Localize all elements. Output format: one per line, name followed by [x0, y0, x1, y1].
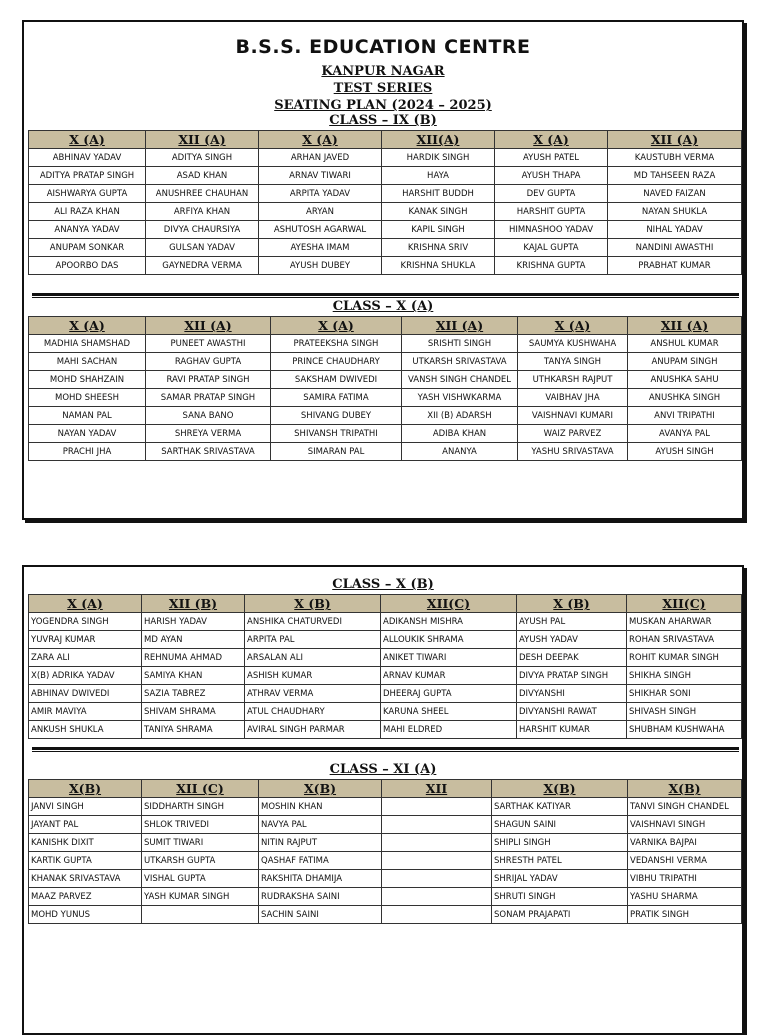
student-cell: NITIN RAJPUT [259, 834, 382, 852]
student-cell: MOHD YUNUS [29, 906, 142, 924]
student-cell: PRINCE CHAUDHARY [271, 353, 402, 371]
table-header-row [29, 131, 742, 149]
column-header: XII (A) [628, 317, 742, 335]
student-cell: MD TAHSEEN RAZA [608, 167, 742, 185]
student-cell: VAISHNAVI KUMARI [518, 407, 628, 425]
column-header: XII (A) [402, 317, 518, 335]
table-row [29, 221, 742, 239]
student-cell: SIDDHARTH SINGH [142, 798, 259, 816]
student-cell: MD AYAN [142, 631, 245, 649]
student-cell: JANVI SINGH [29, 798, 142, 816]
student-cell: ZARA ALI [29, 649, 142, 667]
table-row [29, 834, 742, 852]
student-cell: ANUSHKA SAHU [628, 371, 742, 389]
table-row [29, 185, 742, 203]
student-cell: ANUPAM SINGH [628, 353, 742, 371]
student-cell: ROHAN SRIVASTAVA [627, 631, 742, 649]
student-cell: NAYAN SHUKLA [608, 203, 742, 221]
table-row [29, 888, 742, 906]
seating-table [28, 130, 742, 275]
table-row [29, 667, 742, 685]
student-cell: WAIZ PARVEZ [518, 425, 628, 443]
student-cell: SHAGUN SAINI [492, 816, 628, 834]
table-row [29, 852, 742, 870]
student-cell: KRISHNA GUPTA [495, 257, 608, 275]
student-cell: VAIBHAV JHA [518, 389, 628, 407]
student-cell: ANUSHKA SINGH [628, 389, 742, 407]
column-header: X (B) [517, 595, 627, 613]
institute-title: B.S.S. EDUCATION CENTRE [235, 36, 531, 58]
student-cell: KAUSTUBH VERMA [608, 149, 742, 167]
table-row [29, 649, 742, 667]
student-cell: AVIRAL SINGH PARMAR [245, 721, 381, 739]
seating-table [28, 594, 742, 739]
table-row [29, 239, 742, 257]
student-cell: AYUSH THAPA [495, 167, 608, 185]
student-cell: AYESHA IMAM [259, 239, 382, 257]
table-row [29, 407, 742, 425]
column-header: X (A) [259, 131, 382, 149]
student-cell: AYUSH SINGH [628, 443, 742, 461]
student-cell [382, 906, 492, 924]
column-header: X (A) [495, 131, 608, 149]
student-cell: ATHRAV VERMA [245, 685, 381, 703]
student-cell: GULSAN YADAV [146, 239, 259, 257]
student-cell: HAYA [382, 167, 495, 185]
student-cell: DEV GUPTA [495, 185, 608, 203]
table-row [29, 167, 742, 185]
student-cell: SAZIA TABREZ [142, 685, 245, 703]
student-cell: AYUSH PATEL [495, 149, 608, 167]
student-cell: AYUSH YADAV [517, 631, 627, 649]
section-title: CLASS – X (A) [332, 299, 434, 314]
student-cell: SACHIN SAINI [259, 906, 382, 924]
student-cell: AISHWARYA GUPTA [29, 185, 146, 203]
student-cell: SRISHTI SINGH [402, 335, 518, 353]
table-row [29, 798, 742, 816]
column-header: XII (C) [142, 780, 259, 798]
student-cell: RAVI PRATAP SINGH [146, 371, 271, 389]
student-cell [382, 870, 492, 888]
student-cell: SAKSHAM DWIVEDI [271, 371, 402, 389]
table-header-row [29, 317, 742, 335]
student-cell: QASHAF FATIMA [259, 852, 382, 870]
student-cell: SAMIRA FATIMA [271, 389, 402, 407]
student-cell: ARSALAN ALI [245, 649, 381, 667]
student-cell: VANSH SINGH CHANDEL [402, 371, 518, 389]
table-header-row [29, 595, 742, 613]
student-cell: KHANAK SRIVASTAVA [29, 870, 142, 888]
student-cell: HIMNASHOO YADAV [495, 221, 608, 239]
student-cell: KARTIK GUPTA [29, 852, 142, 870]
student-cell: SHUBHAM KUSHWAHA [627, 721, 742, 739]
student-cell: SANA BANO [146, 407, 271, 425]
student-cell: SAUMYA KUSHWAHA [518, 335, 628, 353]
student-cell: ADITYA SINGH [146, 149, 259, 167]
student-cell: NANDINI AWASTHI [608, 239, 742, 257]
student-cell: ARFIYA KHAN [146, 203, 259, 221]
student-cell: MOSHIN KHAN [259, 798, 382, 816]
student-cell: ATUL CHAUDHARY [245, 703, 381, 721]
student-cell: RAKSHITA DHAMIJA [259, 870, 382, 888]
table-row [29, 257, 742, 275]
column-header: X (A) [29, 317, 146, 335]
student-cell: DIVYANSHI [517, 685, 627, 703]
column-header: XII(C) [381, 595, 517, 613]
student-cell: ARHAN JAVED [259, 149, 382, 167]
student-cell: AVANYA PAL [628, 425, 742, 443]
student-cell: SARTHAK KATIYAR [492, 798, 628, 816]
column-header: X (A) [518, 317, 628, 335]
student-cell: AYUSH DUBEY [259, 257, 382, 275]
student-cell: XII (B) ADARSH [402, 407, 518, 425]
student-cell: DHEERAJ GUPTA [381, 685, 517, 703]
student-cell: NAMAN PAL [29, 407, 146, 425]
student-cell: MAHI SACHAN [29, 353, 146, 371]
student-cell: DIVYA CHAURSIYA [146, 221, 259, 239]
student-cell: SHIVANSH TRIPATHI [271, 425, 402, 443]
table-row [29, 389, 742, 407]
student-cell: SHRIJAL YADAV [492, 870, 628, 888]
student-cell: MUSKAN AHARWAR [627, 613, 742, 631]
student-cell: TANYA SINGH [518, 353, 628, 371]
column-header: XII (A) [608, 131, 742, 149]
student-cell: TANVI SINGH CHANDEL [628, 798, 742, 816]
student-cell: PRABHAT KUMAR [608, 257, 742, 275]
table-row [29, 906, 742, 924]
section-title: CLASS – IX (B) [329, 113, 437, 128]
student-cell: YOGENDRA SINGH [29, 613, 142, 631]
student-cell: HARDIK SINGH [382, 149, 495, 167]
student-cell: JAYANT PAL [29, 816, 142, 834]
table-row [29, 425, 742, 443]
table-row [29, 816, 742, 834]
student-cell: YUVRAJ KUMAR [29, 631, 142, 649]
student-cell: ADITYA PRATAP SINGH [29, 167, 146, 185]
student-cell: MADHIA SHAMSHAD [29, 335, 146, 353]
table-row [29, 353, 742, 371]
student-cell: UTKARSH SRIVASTAVA [402, 353, 518, 371]
student-cell: KARUNA SHEEL [381, 703, 517, 721]
student-cell: NAVED FAIZAN [608, 185, 742, 203]
student-cell: ANVI TRIPATHI [628, 407, 742, 425]
student-cell: VAISHNAVI SINGH [628, 816, 742, 834]
student-cell: YASH KUMAR SINGH [142, 888, 259, 906]
student-cell: SAMAR PRATAP SINGH [146, 389, 271, 407]
student-cell: ARPITA PAL [245, 631, 381, 649]
section-title: CLASS – X (B) [332, 577, 434, 592]
student-cell: YASH VISHWKARMA [402, 389, 518, 407]
student-cell: SHIPLI SINGH [492, 834, 628, 852]
student-cell [382, 816, 492, 834]
column-header: XII (A) [146, 317, 271, 335]
student-cell: SHIVASH SINGH [627, 703, 742, 721]
table-row [29, 703, 742, 721]
student-cell: ANSHUL KUMAR [628, 335, 742, 353]
student-cell: SHIVAM SHRAMA [142, 703, 245, 721]
student-cell: KRISHNA SRIV [382, 239, 495, 257]
student-cell: AYUSH PAL [517, 613, 627, 631]
table-row [29, 149, 742, 167]
student-cell: KAPIL SINGH [382, 221, 495, 239]
student-cell: REHNUMA AHMAD [142, 649, 245, 667]
table-row [29, 870, 742, 888]
student-cell: TANIYA SHRAMA [142, 721, 245, 739]
student-cell: ARNAV KUMAR [381, 667, 517, 685]
student-cell: SHRESTH PATEL [492, 852, 628, 870]
student-cell: HARSHIT BUDDH [382, 185, 495, 203]
student-cell: PUNEET AWASTHI [146, 335, 271, 353]
column-header: X (B) [245, 595, 381, 613]
student-cell: ROHIT KUMAR SINGH [627, 649, 742, 667]
student-cell: SHRUTI SINGH [492, 888, 628, 906]
student-cell: SHLOK TRIVEDI [142, 816, 259, 834]
column-header: X(B) [628, 780, 742, 798]
student-cell: X(B) ADRIKA YADAV [29, 667, 142, 685]
student-cell: ARYAN [259, 203, 382, 221]
table-row [29, 443, 742, 461]
column-header: XII [382, 780, 492, 798]
student-cell: PRACHI JHA [29, 443, 146, 461]
student-cell: ARNAV TIWARI [259, 167, 382, 185]
student-cell: ANUSHREE CHAUHAN [146, 185, 259, 203]
table-row [29, 721, 742, 739]
column-header: X (A) [29, 595, 142, 613]
table-row [29, 335, 742, 353]
student-cell: MAHI ELDRED [381, 721, 517, 739]
city-heading: KANPUR NAGAR [321, 64, 445, 79]
student-cell: DESH DEEPAK [517, 649, 627, 667]
student-cell: KANAK SINGH [382, 203, 495, 221]
seating-table [28, 316, 742, 461]
student-cell: VIBHU TRIPATHI [628, 870, 742, 888]
column-header: X(B) [259, 780, 382, 798]
student-cell: MOHD SHAHZAIN [29, 371, 146, 389]
section-separator [32, 747, 739, 752]
student-cell: KAJAL GUPTA [495, 239, 608, 257]
student-cell: ANIKET TIWARI [381, 649, 517, 667]
student-cell: ALI RAZA KHAN [29, 203, 146, 221]
column-header: XII(C) [627, 595, 742, 613]
column-header: XII (A) [146, 131, 259, 149]
student-cell: SHREYA VERMA [146, 425, 271, 443]
student-cell: ASHUTOSH AGARWAL [259, 221, 382, 239]
student-cell: ASAD KHAN [146, 167, 259, 185]
student-cell: SARTHAK SRIVASTAVA [146, 443, 271, 461]
student-cell: DIVYA PRATAP SINGH [517, 667, 627, 685]
student-cell: APOORBO DAS [29, 257, 146, 275]
student-cell [382, 834, 492, 852]
student-cell: ABHINAV DWIVEDI [29, 685, 142, 703]
table-row [29, 203, 742, 221]
student-cell: SHIVANG DUBEY [271, 407, 402, 425]
student-cell: RAGHAV GUPTA [146, 353, 271, 371]
student-cell: HARISH YADAV [142, 613, 245, 631]
section-title: CLASS – XI (A) [329, 762, 437, 777]
student-cell: SHIKHAR SONI [627, 685, 742, 703]
student-cell: SAMIYA KHAN [142, 667, 245, 685]
student-cell: KRISHNA SHUKLA [382, 257, 495, 275]
student-cell [382, 888, 492, 906]
column-header: X (A) [271, 317, 402, 335]
student-cell: NAVYA PAL [259, 816, 382, 834]
student-cell: ANANYA YADAV [29, 221, 146, 239]
student-cell: SIMARAN PAL [271, 443, 402, 461]
student-cell: AMIR MAVIYA [29, 703, 142, 721]
table-row [29, 685, 742, 703]
student-cell: ADIKANSH MISHRA [381, 613, 517, 631]
student-cell: NAYAN YADAV [29, 425, 146, 443]
student-cell: ANKUSH SHUKLA [29, 721, 142, 739]
student-cell: ARPITA YADAV [259, 185, 382, 203]
student-cell: RUDRAKSHA SAINI [259, 888, 382, 906]
student-cell: YASHU SRIVASTAVA [518, 443, 628, 461]
table-row [29, 613, 742, 631]
table-row [29, 631, 742, 649]
student-cell: SUMIT TIWARI [142, 834, 259, 852]
student-cell: ASHISH KUMAR [245, 667, 381, 685]
student-cell: UTHKARSH RAJPUT [518, 371, 628, 389]
student-cell: ABHINAV YADAV [29, 149, 146, 167]
column-header: XII (B) [142, 595, 245, 613]
column-header: XII(A) [382, 131, 495, 149]
table-row [29, 371, 742, 389]
student-cell: ALLOUKIK SHRAMA [381, 631, 517, 649]
student-cell [382, 798, 492, 816]
student-cell: ADIBA KHAN [402, 425, 518, 443]
column-header: X(B) [29, 780, 142, 798]
student-cell: VEDANSHI VERMA [628, 852, 742, 870]
student-cell: PRATIK SINGH [628, 906, 742, 924]
column-header: X(B) [492, 780, 628, 798]
student-cell [382, 852, 492, 870]
student-cell [142, 906, 259, 924]
student-cell: DIVYANSHI RAWAT [517, 703, 627, 721]
student-cell: ANANYA [402, 443, 518, 461]
student-cell: SONAM PRAJAPATI [492, 906, 628, 924]
page-2 [22, 565, 744, 1035]
table-header-row [29, 780, 742, 798]
plan-heading: SEATING PLAN (2024 – 2025) [274, 98, 492, 113]
student-cell: HARSHIT GUPTA [495, 203, 608, 221]
student-cell: GAYNEDRA VERMA [146, 257, 259, 275]
series-heading: TEST SERIES [333, 81, 433, 96]
column-header: X (A) [29, 131, 146, 149]
student-cell: VISHAL GUPTA [142, 870, 259, 888]
student-cell: HARSHIT KUMAR [517, 721, 627, 739]
student-cell: KANISHK DIXIT [29, 834, 142, 852]
seating-table [28, 779, 742, 924]
student-cell: YASHU SHARMA [628, 888, 742, 906]
student-cell: NIHAL YADAV [608, 221, 742, 239]
student-cell: MAAZ PARVEZ [29, 888, 142, 906]
student-cell: MOHD SHEESH [29, 389, 146, 407]
student-cell: SHIKHA SINGH [627, 667, 742, 685]
student-cell: ANUPAM SONKAR [29, 239, 146, 257]
student-cell: UTKARSH GUPTA [142, 852, 259, 870]
page-1 [22, 20, 744, 520]
student-cell: ANSHIKA CHATURVEDI [245, 613, 381, 631]
student-cell: VARNIKA BAJPAI [628, 834, 742, 852]
section-separator [32, 293, 739, 298]
student-cell: PRATEEKSHA SINGH [271, 335, 402, 353]
